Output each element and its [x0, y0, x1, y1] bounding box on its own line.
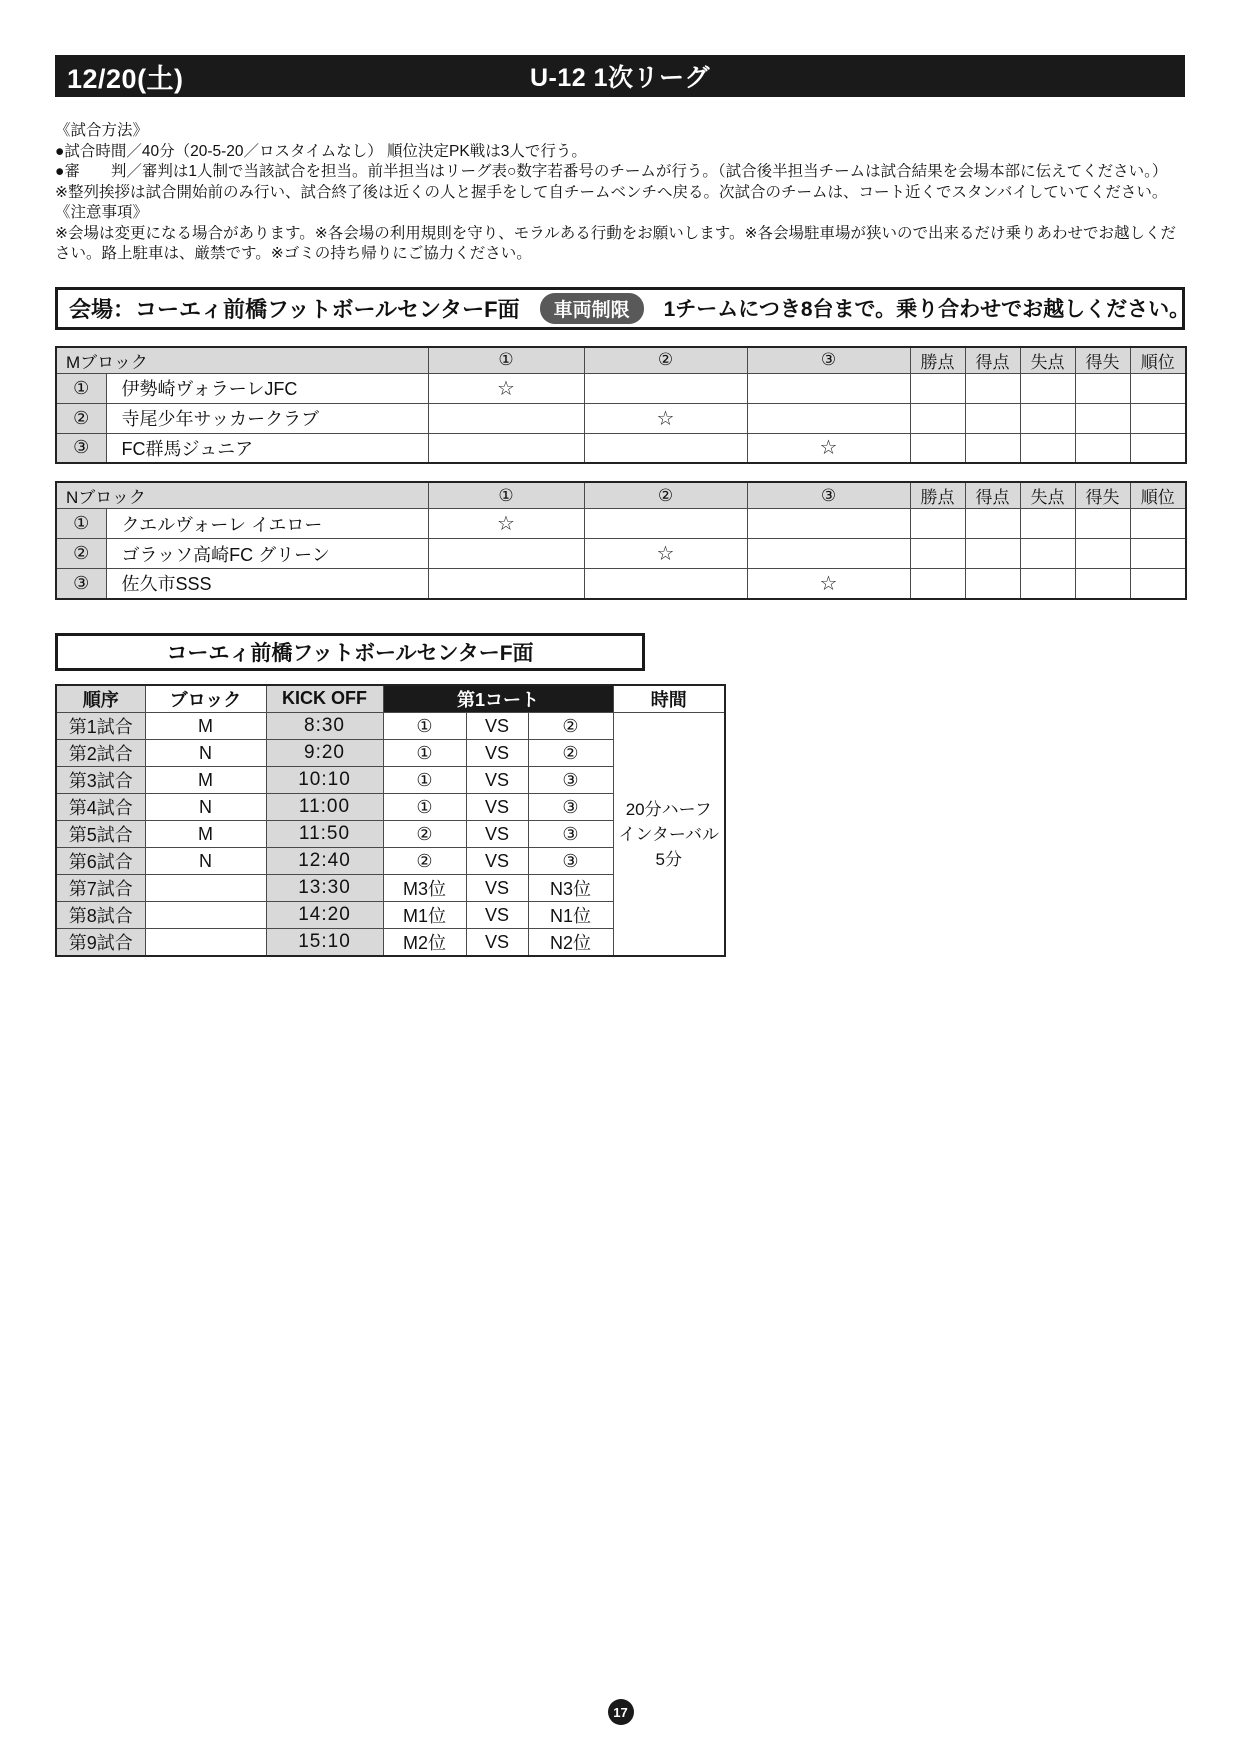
team-row — [56, 403, 1186, 433]
stat-cell — [965, 373, 1020, 403]
stat-cell — [1075, 569, 1130, 599]
block-header-cell: Mブロック — [56, 347, 428, 374]
stat-cell — [910, 373, 965, 403]
home-cell: M3位 — [383, 875, 466, 902]
order-cell: 第5試合 — [56, 821, 145, 848]
stat-cell — [1130, 539, 1186, 569]
away-cell: ③ — [528, 821, 613, 848]
col-header-cell: 失点 — [1020, 347, 1075, 374]
away-cell: ② — [528, 713, 613, 740]
kickoff-header: KICK OFF — [266, 685, 383, 713]
stat-cell — [1130, 403, 1186, 433]
team-row — [56, 433, 1186, 463]
rules-block — [55, 121, 1185, 265]
col-header-cell: 得点 — [965, 347, 1020, 374]
schedule-table — [55, 684, 726, 958]
team-name-cell: FC群馬ジュニア — [106, 433, 428, 463]
home-cell: ① — [383, 740, 466, 767]
col-header-cell: 得失 — [1075, 347, 1130, 374]
stat-cell — [1130, 433, 1186, 463]
team-number-cell: ② — [56, 539, 106, 569]
home-cell: ② — [383, 821, 466, 848]
notes-text: ※会場は変更になる場合があります。※各会場の利用規則を守り、モラルある行動をお願いします。※各会場駐車場が狭いので出来るだけ乗りあわせでお越しください。路上駐車は、厳禁です。※ゴミの持ち帰りにご協力ください。 — [55, 224, 1177, 262]
match-cell — [747, 539, 910, 569]
block-cell — [145, 929, 266, 957]
block-cell — [145, 902, 266, 929]
home-cell: M1位 — [383, 902, 466, 929]
block-cell: M — [145, 713, 266, 740]
stat-cell — [910, 569, 965, 599]
stat-cell — [1020, 539, 1075, 569]
order-cell: 第8試合 — [56, 902, 145, 929]
stat-cell — [910, 509, 965, 539]
vs-cell: VS — [466, 902, 528, 929]
schedule-header-row — [56, 685, 725, 713]
vs-cell: VS — [466, 875, 528, 902]
match-cell — [584, 433, 747, 463]
team-name-cell: 佐久市SSS — [106, 569, 428, 599]
stat-cell — [1075, 539, 1130, 569]
away-cell: ③ — [528, 794, 613, 821]
block-cell: N — [145, 848, 266, 875]
kickoff-cell: 9:20 — [266, 740, 383, 767]
vs-cell: VS — [466, 848, 528, 875]
match-cell: ☆ — [584, 403, 747, 433]
away-cell: N3位 — [528, 875, 613, 902]
team-name-cell: ゴラッソ高崎FC グリーン — [106, 539, 428, 569]
match-cell — [584, 509, 747, 539]
match-cell — [747, 403, 910, 433]
kickoff-cell: 8:30 — [266, 713, 383, 740]
vs-cell: VS — [466, 740, 528, 767]
league-header-row — [56, 482, 1186, 509]
order-cell: 第9試合 — [56, 929, 145, 957]
block-header: ブロック — [145, 685, 266, 713]
col-header-cell: ③ — [747, 482, 910, 509]
match-cell — [428, 539, 584, 569]
league-header-row — [56, 347, 1186, 374]
time-note-line: 20分ハーフ — [625, 799, 712, 819]
schedule-venue-title: コーエィ前橋フットボールセンターF面 — [55, 633, 645, 671]
stat-cell — [1130, 569, 1186, 599]
time-note-line: インターバル — [618, 824, 719, 844]
kickoff-cell: 13:30 — [266, 875, 383, 902]
stat-cell — [1075, 373, 1130, 403]
col-header-cell: 得失 — [1075, 482, 1130, 509]
away-cell: N2位 — [528, 929, 613, 957]
stat-cell — [1020, 569, 1075, 599]
away-cell: ③ — [528, 767, 613, 794]
team-row — [56, 509, 1186, 539]
rule-line-referee: ●審 判／審判は1人制で当該試合を担当。前半担当はリーグ表○数字若番号のチームが行う。（試合後半担当チームは試合結果を会場本部に伝えてください。） — [55, 163, 1168, 180]
vehicle-limit-note: 1チームにつき8台まで。乗り合わせでお越しください。 — [663, 298, 1191, 321]
notes-heading: 《注意事項》 — [55, 204, 149, 221]
match-cell — [428, 433, 584, 463]
time-note-line: 5分 — [655, 849, 682, 869]
home-cell: M2位 — [383, 929, 466, 957]
match-cell: ☆ — [747, 433, 910, 463]
team-name-cell: クエルヴォーレ イエロー — [106, 509, 428, 539]
team-number-cell: ① — [56, 373, 106, 403]
away-cell: N1位 — [528, 902, 613, 929]
home-cell: ② — [383, 848, 466, 875]
match-cell: ☆ — [584, 539, 747, 569]
home-cell: ① — [383, 767, 466, 794]
col-header-cell: ③ — [747, 347, 910, 374]
team-name-cell: 伊勢崎ヴォラーレJFC — [106, 373, 428, 403]
stat-cell — [1020, 433, 1075, 463]
schedule-row — [56, 713, 725, 740]
block-cell: M — [145, 767, 266, 794]
title-bar — [55, 55, 1185, 97]
order-cell: 第4試合 — [56, 794, 145, 821]
team-number-cell: ② — [56, 403, 106, 433]
team-row — [56, 539, 1186, 569]
home-cell: ① — [383, 794, 466, 821]
venue-label: 会場：コーエィ前橋フットボールセンターF面 — [69, 296, 520, 322]
col-header-cell: 失点 — [1020, 482, 1075, 509]
stat-cell — [1020, 403, 1075, 433]
vs-cell: VS — [466, 767, 528, 794]
team-number-cell: ③ — [56, 433, 106, 463]
stat-cell — [910, 539, 965, 569]
match-cell: ☆ — [428, 373, 584, 403]
league-table-n — [55, 481, 1187, 600]
stat-cell — [1020, 509, 1075, 539]
block-cell: N — [145, 794, 266, 821]
stat-cell — [965, 433, 1020, 463]
vs-cell: VS — [466, 794, 528, 821]
venue-banner — [55, 287, 1191, 330]
order-cell: 第3試合 — [56, 767, 145, 794]
stat-cell — [910, 433, 965, 463]
league-table-m — [55, 346, 1187, 465]
kickoff-cell: 15:10 — [266, 929, 383, 957]
time-header: 時間 — [613, 685, 725, 713]
match-cell — [428, 403, 584, 433]
kickoff-cell: 14:20 — [266, 902, 383, 929]
team-row — [56, 569, 1186, 599]
page-number: 17 — [608, 1699, 634, 1725]
kickoff-cell: 12:40 — [266, 848, 383, 875]
col-header-cell: 得点 — [965, 482, 1020, 509]
col-header-cell: ② — [584, 482, 747, 509]
home-cell: ① — [383, 713, 466, 740]
col-header-cell: ① — [428, 347, 584, 374]
block-cell: N — [145, 740, 266, 767]
away-cell: ③ — [528, 848, 613, 875]
col-header-cell: ② — [584, 347, 747, 374]
block-header-cell: Nブロック — [56, 482, 428, 509]
stat-cell — [965, 509, 1020, 539]
vs-cell: VS — [466, 929, 528, 957]
stat-cell — [1075, 403, 1130, 433]
col-header-cell: ① — [428, 482, 584, 509]
team-number-cell: ③ — [56, 569, 106, 599]
vs-cell: VS — [466, 821, 528, 848]
time-note-cell — [613, 713, 725, 957]
stat-cell — [910, 403, 965, 433]
col-header-cell: 勝点 — [910, 347, 965, 374]
stat-cell — [965, 569, 1020, 599]
rule-line-greeting: ※整列挨拶は試合開始前のみ行い、試合終了後は近くの人と握手をして自チームベンチへ戻る。次試合のチームは、コート近くでスタンバイしていてください。 — [55, 183, 1168, 201]
stat-cell — [1020, 373, 1075, 403]
rule-line-time: ●試合時間／40分（20-5-20／ロスタイムなし） 順位決定PK戦は3人で行う。 — [55, 142, 587, 160]
col-header-cell: 順位 — [1130, 347, 1186, 374]
team-number-cell: ① — [56, 509, 106, 539]
method-heading: 《試合方法》 — [55, 122, 149, 139]
match-cell — [747, 509, 910, 539]
match-cell — [747, 373, 910, 403]
away-cell: ② — [528, 740, 613, 767]
stat-cell — [1130, 373, 1186, 403]
match-cell — [584, 373, 747, 403]
order-cell: 第7試合 — [56, 875, 145, 902]
vs-cell: VS — [466, 713, 528, 740]
match-cell — [584, 569, 747, 599]
page-title: U-12 1次リーグ — [529, 64, 711, 92]
date-label: 12/20(土) — [67, 63, 184, 94]
team-row — [56, 373, 1186, 403]
stat-cell — [1075, 509, 1130, 539]
order-cell: 第1試合 — [56, 713, 145, 740]
block-cell — [145, 875, 266, 902]
stat-cell — [965, 539, 1020, 569]
team-name-cell: 寺尾少年サッカークラブ — [106, 403, 428, 433]
col-header-cell: 順位 — [1130, 482, 1186, 509]
order-cell: 第6試合 — [56, 848, 145, 875]
court-header: 第1コート — [383, 685, 613, 713]
col-header-cell: 勝点 — [910, 482, 965, 509]
order-header: 順序 — [56, 685, 145, 713]
match-cell: ☆ — [747, 569, 910, 599]
block-cell: M — [145, 821, 266, 848]
stat-cell — [1130, 509, 1186, 539]
kickoff-cell: 11:00 — [266, 794, 383, 821]
order-cell: 第2試合 — [56, 740, 145, 767]
stat-cell — [965, 403, 1020, 433]
page-content — [55, 55, 1191, 957]
match-cell: ☆ — [428, 509, 584, 539]
kickoff-cell: 11:50 — [266, 821, 383, 848]
stat-cell — [1075, 433, 1130, 463]
vehicle-limit-badge: 車両制限 — [540, 293, 644, 324]
kickoff-cell: 10:10 — [266, 767, 383, 794]
match-cell — [428, 569, 584, 599]
